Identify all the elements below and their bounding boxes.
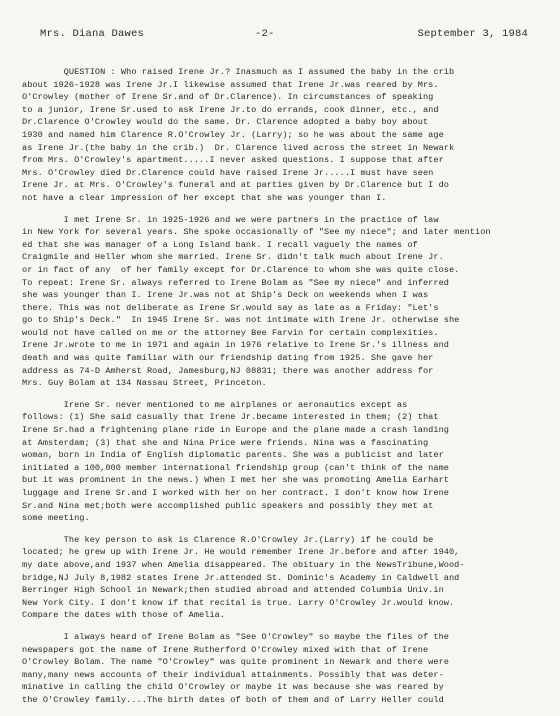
text-line: there. This was not deliberate as Irene Sr.would say as late as a Friday: "Let's (22, 302, 439, 313)
paragraph (22, 399, 542, 525)
text-line: Craigmile and Heller whom she married. Irene Sr. didn't talk much about Irene Jr. (22, 252, 444, 263)
text-line: address as 74-D Amherst Road, Jamesburg,NJ 08831; there was another address for (22, 365, 434, 376)
text-line: from Mrs. O'Crowley's apartment.....I never asked questions. I suppose that after (22, 155, 444, 166)
text-line: follows: (1) She said casually that Irene Jr.became interested in them; (2) that (22, 412, 439, 423)
text-line: 1930 and named him Clarence R.O'Crowley Jr. (Larry); so he was about the same age (22, 129, 444, 140)
recipient-name: Mrs. Diana Dawes (40, 28, 145, 40)
text-line: many,many news accounts of their individual attainments. Possibly that was deter- (22, 669, 444, 680)
text-line: Dr.Clarence O'Crowley would do the same. Dr. Clarence adopted a baby boy about (22, 117, 429, 128)
text-line: O'Crowley (mother of Irene Sr.and of Dr.Clarence). In circumstances of speaking (22, 92, 434, 103)
text-line: woman, born in India of English diplomatic parents. She was a publicist and later (22, 450, 444, 461)
paragraph (22, 631, 542, 707)
paragraph (22, 214, 542, 390)
page-number: -2- (255, 28, 275, 40)
text-line: Irene Jr.wrote to me in 1971 and again in 1976 relative to Irene Sr.'s illness and (22, 340, 449, 351)
text-line: death and was quite familiar with our friendship dating from 1925. She gave her (22, 353, 434, 364)
letter-body (22, 66, 542, 716)
text-line: she was younger than I. Irene Jr.was not at Ship's Deck on weekends when I was (22, 290, 429, 301)
text-line: as Irene Jr.(the baby in the crib.) Dr. Clarence lived across the street in Newark (22, 142, 455, 153)
text-line: Mrs. Guy Bolam at 134 Nassau Street, Princeton. (22, 378, 267, 389)
text-line: to a junior, Irene Sr.used to ask Irene Jr.to do errands, cook dinner, etc., and (22, 104, 439, 115)
text-line: minative in calling the child O'Crowley or maybe it was because she was reared by (22, 682, 444, 693)
text-line: but it was prominent in the news.) When I met her she was promoting Amelia Earhart (22, 475, 449, 486)
text-line: I always heard of Irene Bolam as "See O'Crowley" so maybe the files of the (22, 631, 449, 642)
text-line: Mrs. O'Crowley died Dr.Clarence could have raised Irene Jr.....I must have seen (22, 167, 434, 178)
text-line: Irene Jr. at Mrs. O'Crowley's funeral and at parties given by Dr.Clarence but I do (22, 180, 449, 191)
text-line: my date above,and 1937 when Amelia disappeared. The obituary in the NewsTribune,Wood- (22, 559, 465, 570)
text-line: the O'Crowley family....The birth dates of both of them and of Larry Heller could (22, 694, 444, 705)
text-line: Sr.and Nina met;both were accomplished public speakers and possibly they met at (22, 500, 434, 511)
text-line: bridge,NJ July 8,1982 states Irene Jr.attended St. Dominic's Academy in Caldwell and (22, 572, 460, 583)
text-line: I met Irene Sr. in 1925-1926 and we were partners in the practice of law (22, 214, 439, 225)
paragraph (22, 66, 542, 205)
text-line: O'Crowley Bolam. The name "O'Crowley" was quite prominent in Newark and there were (22, 657, 449, 668)
text-line: Irene Sr.had a frightening plane ride in Europe and the plane made a crash landing (22, 425, 449, 436)
text-line: New York City. I don't know if that recital is true. Larry O'Crowley Jr.would know. (22, 597, 455, 608)
text-line: go to Ship's Deck." In 1945 Irene Sr. was not intimate with Irene Jr. otherwise she (22, 315, 460, 326)
text-line: luggage and Irene Sr.and I worked with her on her contract. I don't know how Irene (22, 488, 449, 498)
letter-date: September 3, 1984 (417, 28, 528, 40)
text-line: QUESTION : Who raised Irene Jr.? Inasmuch as I assumed the baby in the crib (22, 67, 455, 77)
text-line: located; he grew up with Irene Jr. He would remember Irene Jr.before and after 1940, (22, 547, 460, 558)
text-line: ed that she was manager of a Long Island bank. I recall vaguely the names of (22, 239, 418, 250)
letter-header (40, 28, 528, 42)
text-line: To repeat: Irene Sr. always referred to Irene Bolam as "See my niece" and inferred (22, 277, 449, 288)
text-line: Berringer High School in Newark;then studied abroad and attended Columbia Univ.in (22, 585, 444, 596)
text-line: not have a clear impression of her except that she was younger than I. (22, 192, 387, 203)
text-line: The key person to ask is Clarence R.O'Crowley Jr.(Larry) if he could be (22, 534, 434, 545)
text-line: newspapers got the name of Irene Rutherford O'Crowley mixed with that of Irene (22, 644, 429, 655)
text-line: or in fact of any of her family except for Dr.Clarence to whom she was quite close. (22, 264, 460, 275)
text-line: Irene Sr. never mentioned to me airplanes or aeronautics except as (22, 399, 408, 410)
paragraph (22, 534, 542, 622)
text-line: in New York for several years. She spoke occasionally of "See my niece"; and later mention (22, 227, 491, 238)
text-line: would not have called on me or the attorney Bee Farvin for certain complexities. (22, 327, 439, 338)
text-line: some meeting. (22, 513, 90, 524)
text-line: about 1926-1928 was Irene Jr.I likewise assumed that Irene Jr.was reared by Mrs. (22, 79, 439, 90)
text-line: initiated a 100,000 member international friendship group (can't think of the name (22, 462, 449, 473)
text-line: Compare the dates with those of Amelia. (22, 610, 226, 621)
text-line: at Amsterdam; (3) that she and Nina Price were friends. Nina was a fascinating (22, 437, 429, 448)
